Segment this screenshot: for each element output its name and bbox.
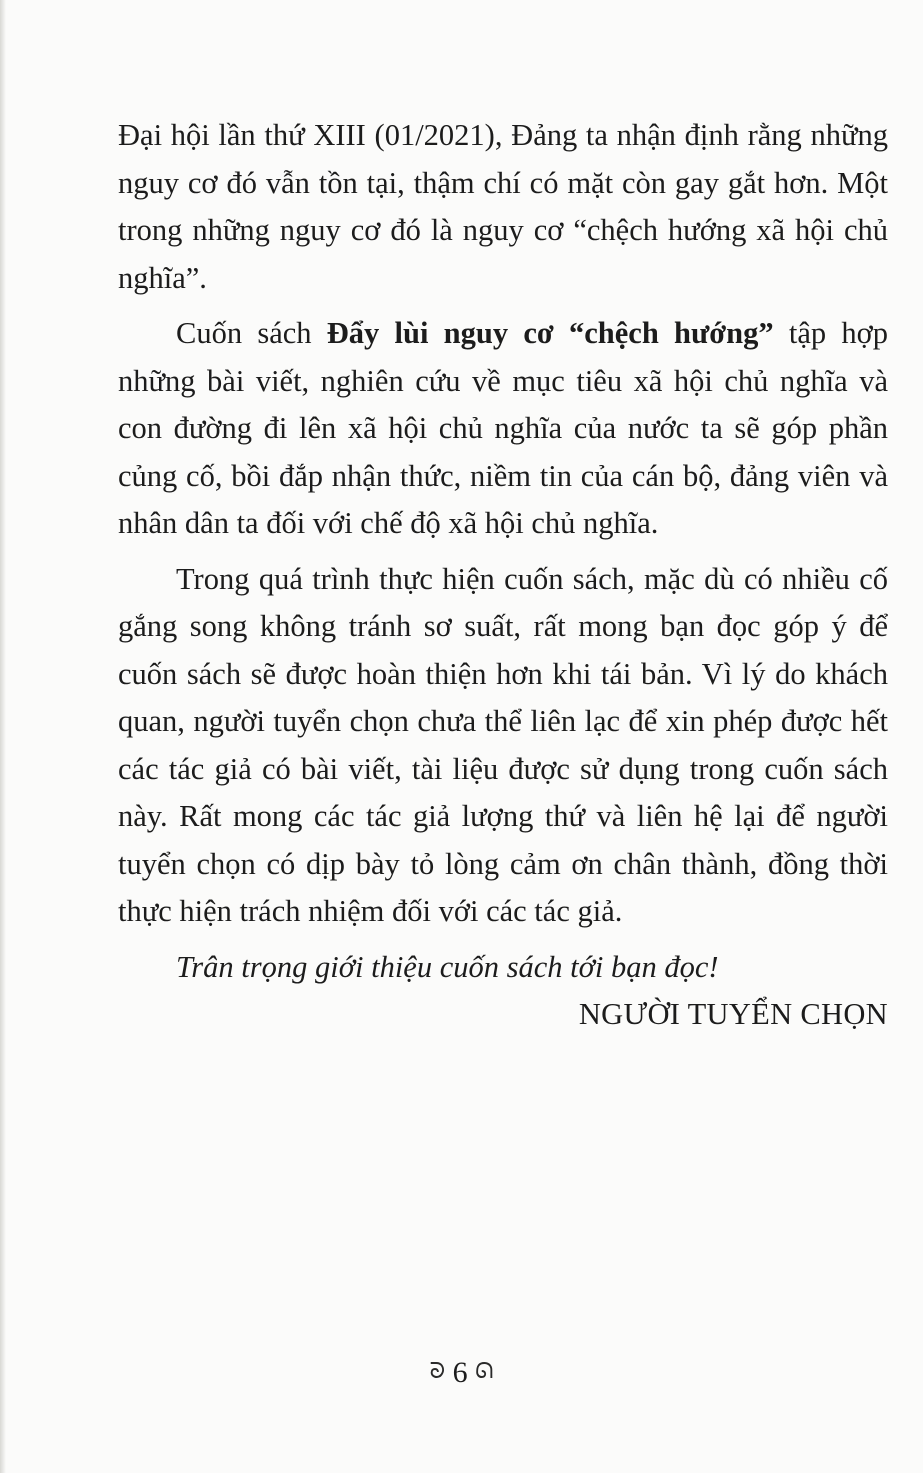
- ornament-right-icon: ᘏ: [475, 1358, 494, 1383]
- paragraph-1: Đại hội lần thứ XIII (01/2021), Đảng ta nhận định rằng những nguy cơ đó vẫn tồn tại, thậm chí có mặt còn gay gắt hơn. Một trong những nguy cơ đó là nguy cơ “chệch hướng xã hội chủ nghĩa”.: [118, 118, 888, 295]
- paragraph-2-lead: Cuốn sách: [176, 316, 327, 350]
- paragraph-2-rest: tập hợp những bài viết, nghiên cứu về mục tiêu xã hội chủ nghĩa và con đường đi lên xã hội chủ nghĩa của nước ta sẽ góp phần củng cố, bồi đắp nhận thức, niềm tin của cán bộ, đảng viên và nhân dân ta đối với chế độ xã hội chủ nghĩa.: [118, 316, 888, 540]
- page-body: [118, 112, 888, 1039]
- book-title: Đẩy lùi nguy cơ “chệch hướng”: [326, 316, 774, 350]
- signature: NGƯỜI TUYỂN CHỌN: [578, 997, 888, 1031]
- ornament-left-icon: ᘐ: [429, 1358, 446, 1383]
- paragraph-2: [118, 310, 888, 548]
- paragraph-3: Trong quá trình thực hiện cuốn sách, mặc dù có nhiều cố gắng song không tránh sơ suất, rất mong bạn đọc góp ý để cuốn sách sẽ được hoàn thiện hơn khi tái bản. Vì lý do khách quan, người tuyển chọn chưa thể liên lạc để xin phép được hết các tác giả có bài viết, tài liệu được sử dụng trong cuốn sách này. Rất mong các tác giả lượng thứ và liên hệ lại để người tuyển chọn có dịp bày tỏ lòng cảm ơn chân thành, đồng thời thực hiện trách nhiệm đối với các tác giả.: [118, 561, 888, 928]
- page-edge-shadow: [0, 0, 6, 1473]
- closing-line: Trân trọng giới thiệu cuốn sách tới bạn đọc!: [176, 949, 719, 984]
- page-footer: [0, 1356, 923, 1390]
- page-number: 6: [452, 1356, 468, 1389]
